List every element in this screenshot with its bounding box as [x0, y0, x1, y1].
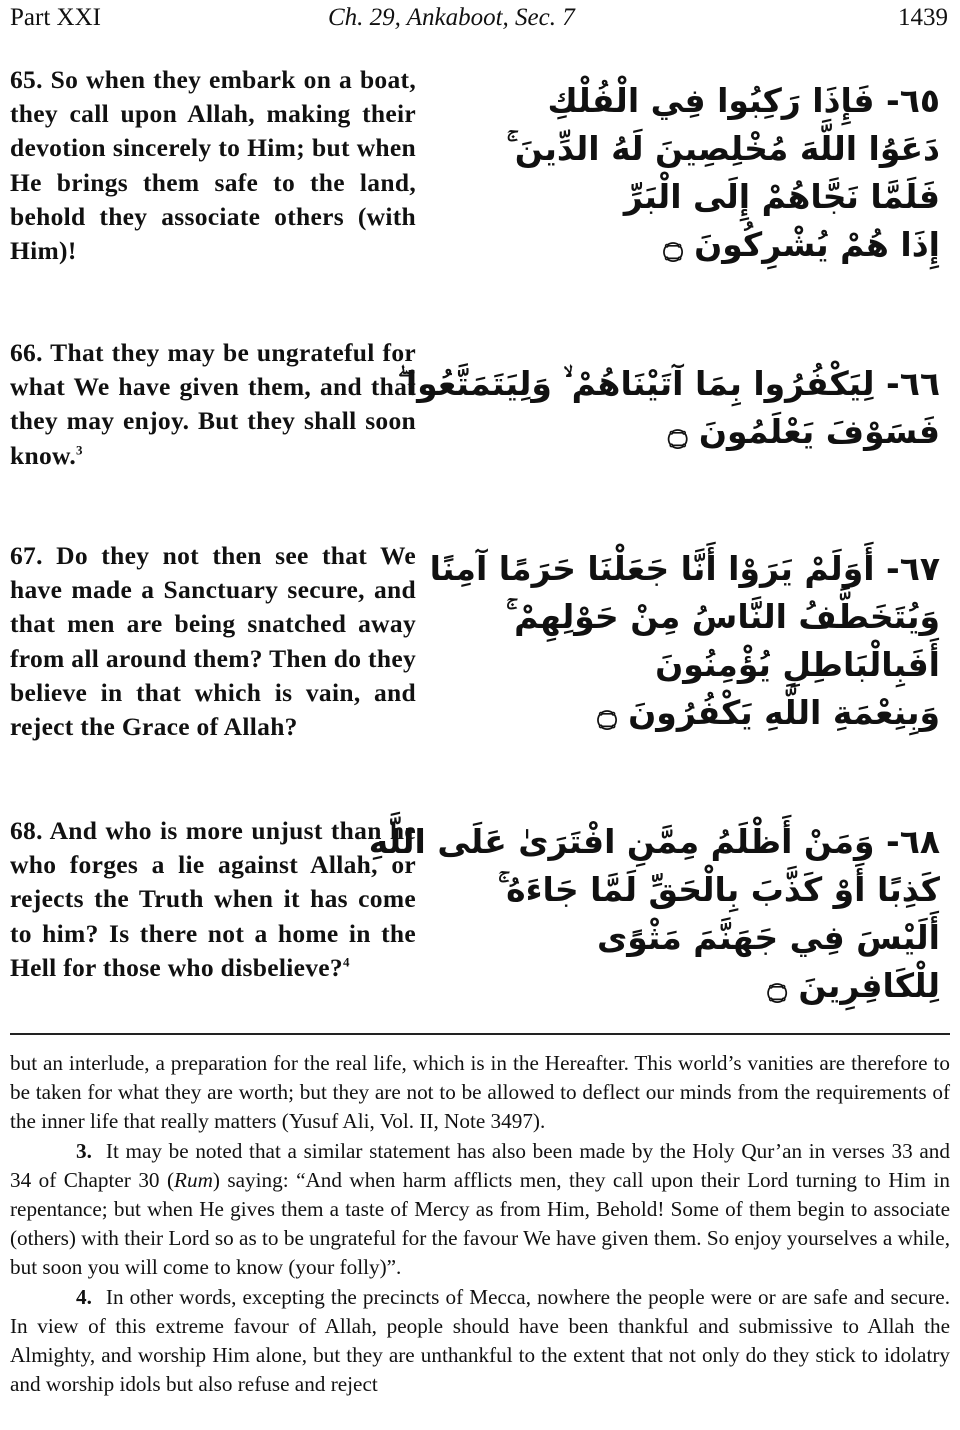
footnote-divider [10, 1033, 950, 1035]
footnote-ref-4[interactable]: 4 [342, 954, 350, 970]
footnote-4-text: In other words, excepting the precincts of Mecca, nowhere the people were or are safe and secure. In view of this extreme favour of Allah, people should have been thankful and submissive to Allah the Almighty, and worship Him alone, but they are unthankful to the extent that not only do they stick to idolatry and worship idols but also refuse and reject [10, 1284, 950, 1397]
arabic-line: ٦٦- لِيَكْفُرُوا بِمَا آتَيْنَاهُمْ ۙ وَلِيَتَمَتَّعُوا ۖ [397, 364, 940, 403]
arabic-line: فَسَوْفَ يَعْلَمُونَ ۝ [668, 412, 940, 451]
page-number: 1439 [898, 4, 948, 31]
chapter-title: Ch. 29, Ankaboot, Sec. 7 [328, 4, 575, 31]
verse-66-english-text: 66. That they may be ungrateful for what We have given them, and that they may enjoy. But they shall soon know. [10, 338, 416, 470]
part-label: Part XXI [10, 4, 101, 31]
verse-65-english [10, 63, 416, 268]
verse-68-english [10, 814, 416, 985]
verse-67-english [10, 539, 416, 744]
verse-68-arabic [368, 818, 940, 1010]
verse-68-english-text: 68. And who is more unjust than he who forges a lie against Allah, or rejects the Truth when it has come to him? Is there not a home in the Hell for those who disbelieve? [10, 816, 416, 982]
arabic-line: ٦٥- فَإِذَا رَكِبُوا فِي الْفُلْكِ [547, 81, 940, 120]
verse-65-english-text: 65. So when they embark on a boat, they call upon Allah, making their devotion sincerely to Him; but when He brings them safe to the land, behold they associate others (with Him)! [10, 65, 416, 266]
page-header [10, 4, 948, 38]
footnotes [10, 1049, 950, 1399]
arabic-line: وَبِنِعْمَةِ اللَّهِ يَكْفُرُونَ ۝ [597, 693, 940, 732]
footnote-4 [10, 1283, 950, 1400]
verse-67-arabic [429, 545, 940, 737]
footnote-continuation: but an interlude, a preparation for the real life, which is in the Hereafter. This world’s vanities are therefore to be taken for what they are worth; but they are not to be allowed to deflect our minds from the requirements of the inner life that really matters (Yusuf Ali, Vol. II, Note 3497). [10, 1051, 950, 1134]
footnote-3 [10, 1137, 950, 1283]
arabic-line: وَيُتَخَطَّفُ النَّاسُ مِنْ حَوْلِهِمْ ۚ [505, 597, 940, 636]
arabic-line: إِذَا هُمْ يُشْرِكُونَ ۝ [663, 225, 940, 264]
verse-66-arabic [397, 360, 940, 456]
arabic-line: أَفَبِالْبَاطِلِ يُؤْمِنُونَ [655, 645, 940, 684]
footnote-ref-3[interactable]: 3 [76, 442, 83, 458]
footnote-3-italic: Rum [174, 1167, 213, 1192]
arabic-line: لِلْكَافِرِينَ ۝ [767, 966, 940, 1005]
footnote-4-number: 4. [76, 1284, 92, 1309]
verse-65-arabic [506, 77, 940, 269]
arabic-line: كَذِبًا أَوْ كَذَّبَ بِالْحَقِّ لَمَّا جَاءَهُ ۚ [497, 870, 940, 909]
arabic-line: ٦٧- أَوَلَمْ يَرَوْا أَنَّا جَعَلْنَا حَرَمًا آمِنًا [429, 549, 940, 588]
arabic-line: أَلَيْسَ فِي جَهَنَّمَ مَثْوًى [596, 918, 940, 957]
footnote-3-text-a: It may be noted that a similar statement has also been made by the Holy Qur’an in verses 33 and 34 of Chapter 30 ( [10, 1138, 950, 1192]
verse-67-english-text: 67. Do they not then see that We have made a Sanctuary secure, and that men are being snatched away from all around them? Then do they believe in that which is vain, and reject the Grace of Allah? [10, 541, 416, 742]
footnote-3-number: 3. [76, 1138, 92, 1163]
verse-66-english [10, 336, 416, 473]
arabic-line: ٦٨- وَمَنْ أَظْلَمُ مِمَّنِ افْتَرَىٰ عَلَى اللَّهِ [368, 822, 940, 861]
footnote-3-text-b: ) saying: “And when harm afflicts men, they call upon their Lord turning to Him in repentance; but when He gives them a taste of Mercy as from Him, Behold! Some of them begin to associate (others) with their Lord so as to be ungrateful for the favour We have given them. So enjoy yourselves a while, but soon you will come to know (your folly)”. [10, 1167, 950, 1280]
arabic-line: دَعَوُا اللَّهَ مُخْلِصِينَ لَهُ الدِّينَ ۚ [506, 129, 940, 168]
arabic-line: فَلَمَّا نَجَّاهُمْ إِلَى الْبَرِّ [623, 177, 940, 216]
